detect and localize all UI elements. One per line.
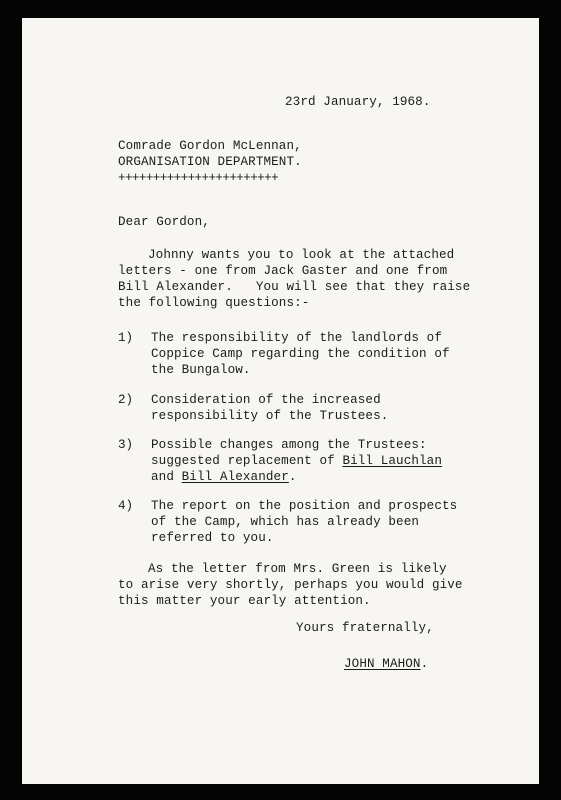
closing-line: this matter your early attention. [118,594,371,608]
closing-line: to arise very shortly, perhaps you would give [118,578,463,592]
item-line: referred to you. [151,531,274,545]
item-number: 3) [118,438,134,452]
item-line: Possible changes among the Trustees: [151,438,427,452]
intro-line: the following questions:- [118,296,310,310]
item-number: 1) [118,331,134,345]
intro-line: Johnny wants you to look at the attached [148,248,455,262]
letter-page [22,18,539,784]
salutation: Dear Gordon, [118,215,210,229]
item-number: 4) [118,499,134,513]
item-line: the Bungalow. [151,363,251,377]
separator-line: +++++++++++++++++++++++ [118,171,279,185]
item-line [151,453,442,469]
item-line: responsibility of the Trustees. [151,409,389,423]
signature [344,656,428,672]
signature-suffix: . [420,657,429,671]
item-line: The responsibility of the landlords of [151,331,442,345]
intro-line: letters - one from Jack Gaster and one from [118,264,448,278]
item-line: Consideration of the increased [151,393,381,407]
underlined-name: Bill Alexander [181,470,289,484]
letter-date: 23rd January, 1968. [285,95,431,109]
recipient-name: Comrade Gordon McLennan, [118,139,302,153]
item-line: Coppice Camp regarding the condition of [151,347,450,361]
recipient-department: ORGANISATION DEPARTMENT. [118,155,302,169]
item-text: . [288,470,297,484]
item-line: The report on the position and prospects [151,499,458,513]
signature-name: JOHN MAHON [344,657,421,671]
sign-off: Yours fraternally, [296,621,434,635]
item-text: suggested replacement of [151,454,343,468]
item-line [151,469,297,485]
intro-line: Bill Alexander. You will see that they raise [118,280,471,294]
closing-line: As the letter from Mrs. Green is likely [148,562,447,576]
item-text: and [151,470,182,484]
item-number: 2) [118,393,134,407]
underlined-name: Bill Lauchlan [342,454,442,468]
item-line: of the Camp, which has already been [151,515,420,529]
